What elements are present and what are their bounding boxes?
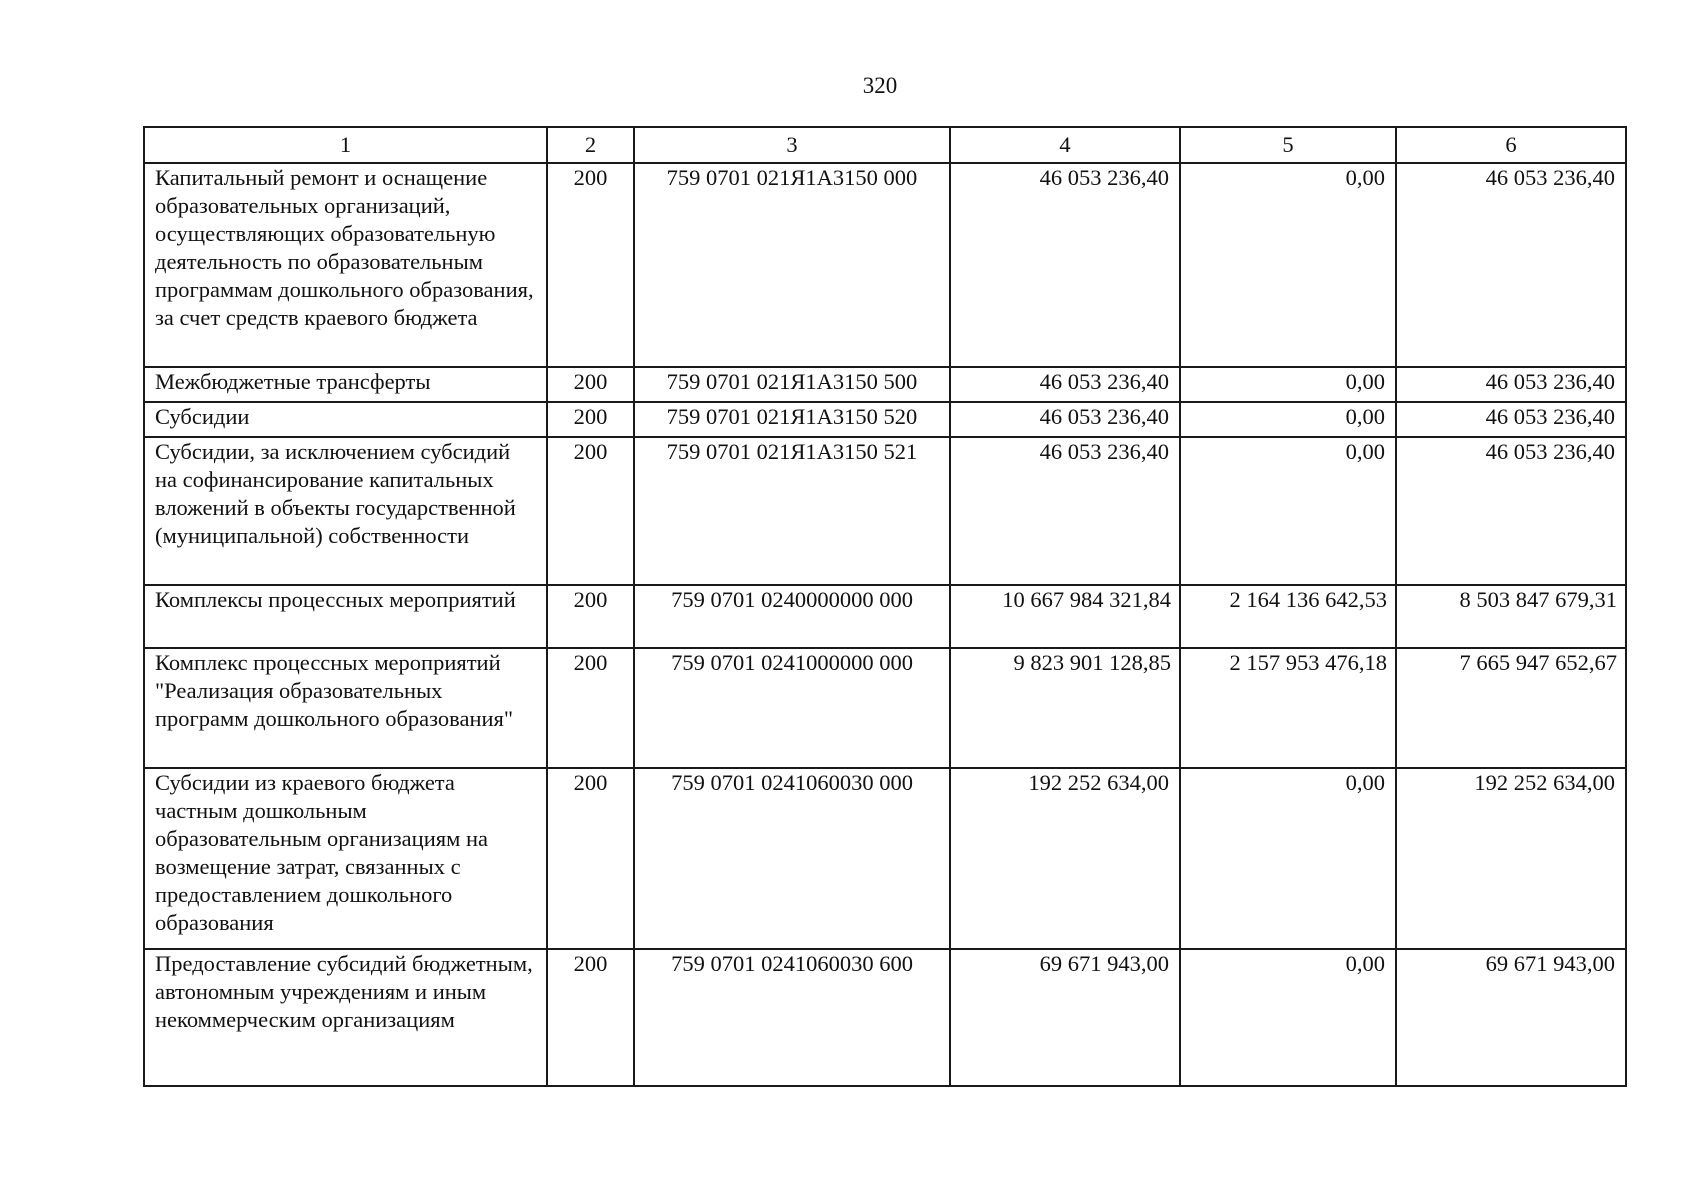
row-amount-col5: 0,00: [1180, 949, 1396, 1086]
row-amount-col6: 46 053 236,40: [1396, 163, 1626, 367]
column-header: 3: [634, 127, 950, 163]
row-amount-col4: 46 053 236,40: [950, 402, 1180, 437]
row-admin-code: 200: [547, 367, 634, 402]
table-row: [144, 402, 1626, 437]
row-amount-col4: 9 823 901 128,85: [950, 648, 1180, 768]
row-name: Субсидии из краевого бюджета частным дошкольным образовательным организациям на возмещение затрат, связанных с предоставлением дошкольного образования: [144, 768, 547, 949]
row-amount-col5: 0,00: [1180, 402, 1396, 437]
row-admin-code: 200: [547, 437, 634, 585]
budget-table: [143, 126, 1627, 1087]
column-header: 2: [547, 127, 634, 163]
table-row: [144, 768, 1626, 949]
row-amount-col6: 192 252 634,00: [1396, 768, 1626, 949]
row-name: Межбюджетные трансферты: [144, 367, 547, 402]
row-classification-code: 759 0701 0241060030 000: [634, 768, 950, 949]
row-amount-col6: 7 665 947 652,67: [1396, 648, 1626, 768]
column-header: 6: [1396, 127, 1626, 163]
row-admin-code: 200: [547, 949, 634, 1086]
row-name: Комплекс процессных мероприятий "Реализация образовательных программ дошкольного образования": [144, 648, 547, 768]
row-amount-col5: 2 157 953 476,18: [1180, 648, 1396, 768]
table-body: [144, 163, 1626, 1086]
row-admin-code: 200: [547, 585, 634, 648]
row-admin-code: 200: [547, 163, 634, 367]
row-amount-col4: 10 667 984 321,84: [950, 585, 1180, 648]
column-header: 4: [950, 127, 1180, 163]
row-amount-col4: 69 671 943,00: [950, 949, 1180, 1086]
row-classification-code: 759 0701 021Я1А3150 500: [634, 367, 950, 402]
row-classification-code: 759 0701 021Я1А3150 521: [634, 437, 950, 585]
row-amount-col6: 8 503 847 679,31: [1396, 585, 1626, 648]
row-admin-code: 200: [547, 648, 634, 768]
row-name: Субсидии: [144, 402, 547, 437]
row-admin-code: 200: [547, 402, 634, 437]
row-classification-code: 759 0701 0240000000 000: [634, 585, 950, 648]
column-header: 1: [144, 127, 547, 163]
row-amount-col4: 46 053 236,40: [950, 437, 1180, 585]
table-row: [144, 648, 1626, 768]
row-name: Капитальный ремонт и оснащение образовательных организаций, осуществляющих образовательную деятельность по образовательным программам дошкольного образования, за счет средств краевого бюджета: [144, 163, 547, 367]
row-name: Комплексы процессных мероприятий: [144, 585, 547, 648]
table-row: [144, 367, 1626, 402]
table-row: [144, 437, 1626, 585]
row-amount-col5: 0,00: [1180, 768, 1396, 949]
row-amount-col4: 192 252 634,00: [950, 768, 1180, 949]
row-amount-col6: 46 053 236,40: [1396, 402, 1626, 437]
header-row: [144, 127, 1626, 163]
row-admin-code: 200: [547, 768, 634, 949]
row-amount-col6: 69 671 943,00: [1396, 949, 1626, 1086]
row-amount-col5: 0,00: [1180, 163, 1396, 367]
page-number: 320: [862, 73, 898, 98]
table-row: [144, 585, 1626, 648]
row-classification-code: 759 0701 021Я1А3150 520: [634, 402, 950, 437]
row-amount-col5: 0,00: [1180, 437, 1396, 585]
row-classification-code: 759 0701 021Я1А3150 000: [634, 163, 950, 367]
row-amount-col6: 46 053 236,40: [1396, 367, 1626, 402]
row-classification-code: 759 0701 0241060030 600: [634, 949, 950, 1086]
row-name: Предоставление субсидий бюджетным, автономным учреждениям и иным некоммерческим организациям: [144, 949, 547, 1086]
row-amount-col6: 46 053 236,40: [1396, 437, 1626, 585]
row-amount-col5: 0,00: [1180, 367, 1396, 402]
row-amount-col4: 46 053 236,40: [950, 367, 1180, 402]
table-row: [144, 163, 1626, 367]
row-amount-col4: 46 053 236,40: [950, 163, 1180, 367]
table-header: [144, 127, 1626, 163]
row-classification-code: 759 0701 0241000000 000: [634, 648, 950, 768]
row-name: Субсидии, за исключением субсидий на софинансирование капитальных вложений в объекты государственной (муниципальной) собственности: [144, 437, 547, 585]
row-amount-col5: 2 164 136 642,53: [1180, 585, 1396, 648]
column-header: 5: [1180, 127, 1396, 163]
table-row: [144, 949, 1626, 1086]
